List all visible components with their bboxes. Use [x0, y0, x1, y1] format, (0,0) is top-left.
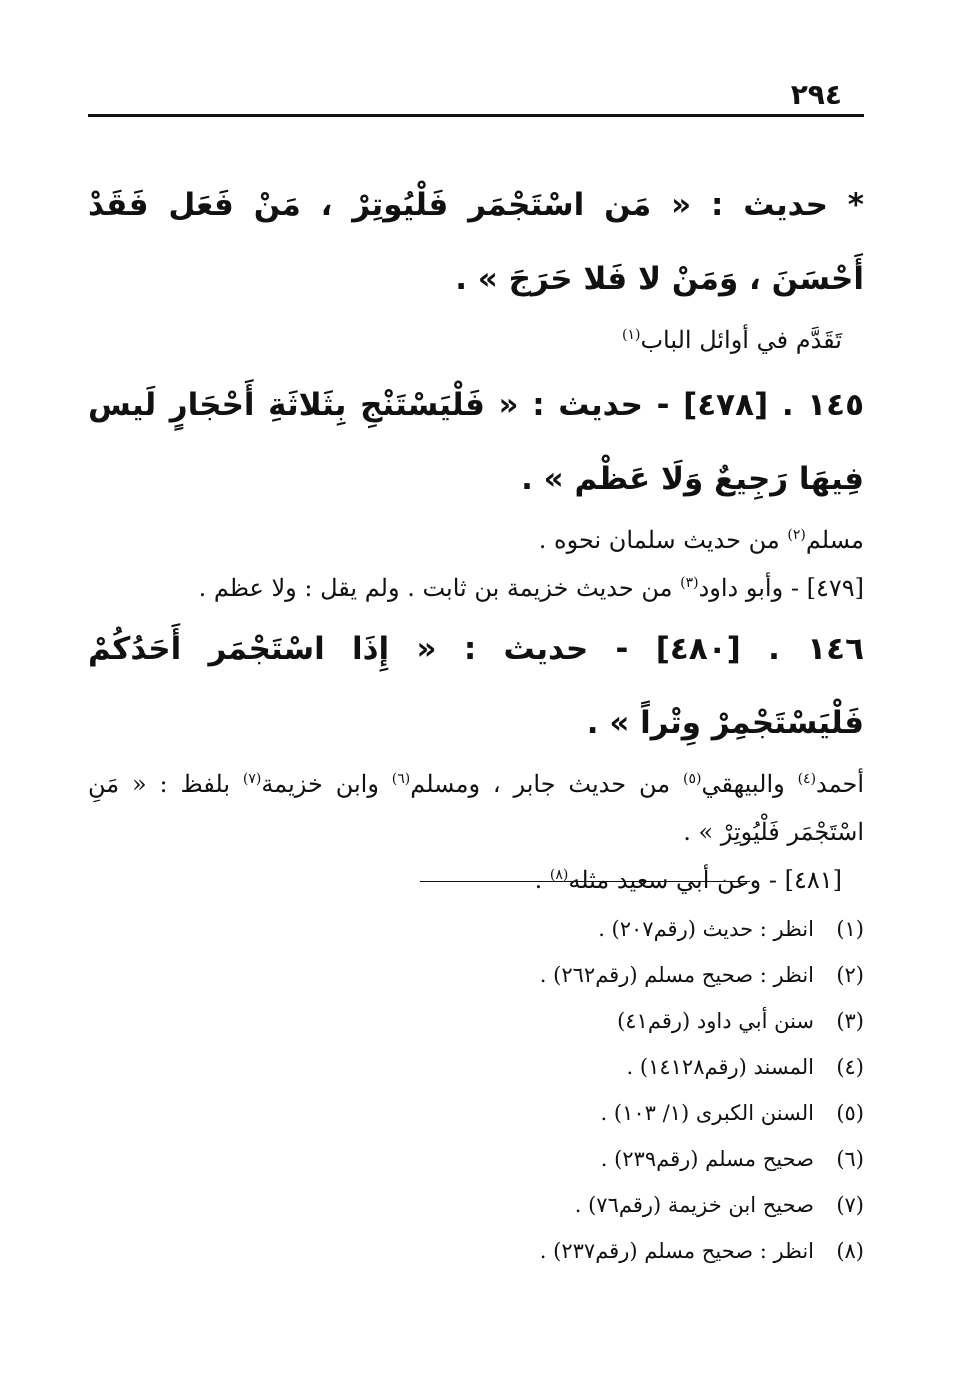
footnote-ref[interactable]: (٥) [682, 771, 702, 787]
note-source: والبيهقي [701, 770, 798, 798]
footnote-text: صحيح ابن خزيمة (رقم٧٦) . [574, 1193, 814, 1217]
hadith-label: * حديث : [710, 187, 864, 223]
hadith-label: حديث : [532, 387, 643, 423]
hadith-bracket-number: [٤٨٠] - [615, 631, 741, 667]
hadith-text: « إِذَا اسْتَجْمَر أَحَدُكُمْ فَلْيَسْتَجْمِرْ وِتْراً » . [88, 631, 864, 741]
note-source: وأبو داود [698, 574, 784, 602]
footnote-text: السنن الكبرى (١/ ١٠٣) . [600, 1101, 814, 1125]
hadith-entry [88, 368, 864, 516]
footnote [88, 952, 864, 998]
note-source: وعن أبي سعيد مثله [568, 866, 762, 894]
hadith-note [88, 760, 864, 856]
page-number: ٢٩٤ [790, 78, 842, 111]
hadith-note [88, 316, 864, 364]
footnote-number: (٧) [836, 1193, 864, 1217]
hadith-bracket-number: [٤٧٨] - [656, 387, 769, 423]
footnote-number: (٦) [836, 1147, 864, 1171]
main-text [88, 168, 864, 904]
footnote [88, 1228, 864, 1274]
note-text: من حديث سلمان نحوه . [538, 526, 780, 554]
footnote-number: (١) [836, 917, 864, 941]
note-source: مسلم [805, 526, 864, 554]
footnote [88, 998, 864, 1044]
hadith-note [88, 856, 864, 904]
note-text: تَقَدَّم في أوائل الباب [640, 326, 842, 354]
footnote-text: صحيح مسلم (رقم٢٣٩) . [600, 1147, 814, 1171]
hadith-label: حديث : [463, 631, 589, 667]
note-text: بلفظ : « مَنِ اسْتَجْمَر فَلْيُوتِرْ » . [88, 770, 864, 846]
hadith-text: « فَلْيَسْتَنْجِ بِثَلاثَةِ أَحْجَارٍ لَيس فِيهَا رَجِيعٌ وَلَا عَظْم » . [88, 387, 864, 497]
note-text: من حديث خزيمة بن ثابت . ولم يقل : ولا عظم . [198, 574, 673, 602]
footnote-text: انظر : صحيح مسلم (رقم٢٣٧) . [539, 1239, 814, 1263]
hadith-number: ١٤٦ . [768, 631, 864, 667]
hadith-note [88, 516, 864, 564]
hadith-note [88, 564, 864, 612]
footnote-number: (٨) [836, 1239, 864, 1263]
footnote [88, 1182, 864, 1228]
footnote-ref[interactable]: (٦) [391, 771, 411, 787]
note-bracket-number: [٤٧٩] - [790, 574, 864, 602]
footnote [88, 1090, 864, 1136]
footnote-text: انظر : حديث (رقم٢٠٧) . [598, 917, 814, 941]
note-source: وابن خزيمة [261, 770, 392, 798]
hadith-number: ١٤٥ . [781, 387, 865, 423]
footnote-ref[interactable]: (٨) [549, 867, 569, 883]
footnote-ref[interactable]: (٤) [797, 771, 817, 787]
footnote-number: (٣) [836, 1009, 864, 1033]
footnote-number: (٢) [836, 963, 864, 987]
footnote-text: سنن أبي داود (رقم٤١) [617, 1009, 814, 1033]
hadith-text: « مَن اسْتَجْمَر فَلْيُوتِرْ ، مَنْ فَعَل فَقَدْ أَحْسَنَ ، وَمَنْ لا فَلا حَرَجَ » . [88, 187, 864, 297]
footnote-ref[interactable]: (٢) [787, 527, 806, 543]
header-rule [88, 114, 864, 117]
footnote [88, 906, 864, 952]
hadith-entry [88, 168, 864, 316]
footnotes [88, 906, 864, 1274]
note-text: . [534, 866, 543, 894]
footnote-ref[interactable]: (٧) [242, 771, 262, 787]
footnote-text: المسند (رقم١٤١٢٨) . [626, 1055, 814, 1079]
note-source: أحمد [816, 770, 865, 798]
note-bracket-number: [٤٨١] - [768, 866, 842, 894]
footnote-number: (٤) [836, 1055, 864, 1079]
footnote-number: (٥) [836, 1101, 864, 1125]
footnote-separator [420, 881, 750, 882]
hadith-entry [88, 612, 864, 760]
footnote [88, 1136, 864, 1182]
footnote-ref[interactable]: (٣) [680, 575, 699, 591]
footnote-text: انظر : صحيح مسلم (رقم٢٦٢) . [539, 963, 814, 987]
footnote-ref[interactable]: (١) [621, 327, 641, 343]
footnote [88, 1044, 864, 1090]
note-text: من حديث جابر ، ومسلم [410, 770, 683, 798]
